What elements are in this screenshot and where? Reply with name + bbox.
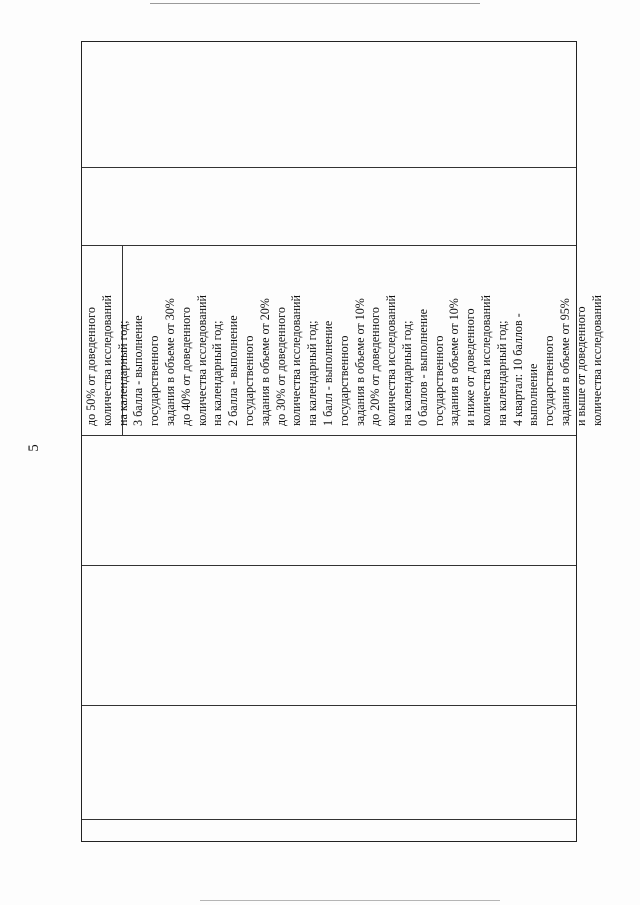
cell-text-line: государственного (336, 335, 351, 426)
cell-text-line: количества исследований (99, 295, 114, 426)
cell-text-line: выполнение (526, 363, 541, 426)
cell-text-line: до 30% от доведенного (273, 307, 288, 426)
cell-text-line: 1 балл - выполнение (320, 320, 335, 426)
row-divider-1 (82, 167, 576, 168)
cell-text-line: государственного (147, 335, 162, 426)
cell-text-line: количества исследований (384, 295, 399, 426)
cell-text-line: задания в объеме от 30% (162, 298, 177, 426)
cell-text-line: государственного (431, 335, 446, 426)
cell-text-line: количества исследований (478, 295, 493, 426)
cell-text-line: государственного (542, 335, 557, 426)
cell-text-line: 0 баллов - выполнение (415, 309, 430, 426)
cell-text-line: до 40% от доведенного (178, 307, 193, 426)
cell-text-line: на календарный год; (305, 320, 320, 426)
cell-text-line: количества исследований (289, 295, 304, 426)
cell-text-line: 2 балла - выполнение (226, 315, 241, 426)
table-cell-criteria (84, 246, 604, 426)
cell-text-line: на календарный год; (210, 320, 225, 426)
cell-text-line: количества исследований (194, 295, 209, 426)
cell-text-line: 4 квартал: 10 баллов - (510, 313, 525, 426)
scan-edge-top (150, 3, 480, 4)
scan-edge-bottom (200, 900, 500, 901)
cell-text-line: задания в объеме от 20% (257, 298, 272, 426)
cell-text-line: и выше от доведенного (573, 306, 588, 426)
cell-text-line: 3 балла - выполнение (131, 315, 146, 426)
cell-text-line: на календарный год; (494, 320, 509, 426)
cell-text-line: до 50% от доведенного (84, 307, 98, 426)
row-divider-3 (82, 435, 576, 436)
row-divider-6 (82, 819, 576, 820)
row-divider-5 (82, 705, 576, 706)
cell-text-line: количества исследований (589, 295, 604, 426)
table-frame (81, 41, 577, 842)
cell-text-line: задания в объеме от 95% (557, 298, 572, 426)
cell-text-line: государственного (241, 335, 256, 426)
cell-text (84, 246, 605, 426)
row-divider-4 (82, 565, 576, 566)
cell-text-line: задания в объеме от 10% (352, 298, 367, 426)
cell-text-line: задания в объеме от 10% (447, 298, 462, 426)
cell-text-line: на календарный год; (399, 320, 414, 426)
cell-text-line: и ниже от доведенного (463, 308, 478, 426)
page-number: 5 (26, 444, 42, 452)
cell-text-line: до 20% от доведенного (368, 307, 383, 426)
cell-text-line: на календарный год; (115, 320, 130, 426)
